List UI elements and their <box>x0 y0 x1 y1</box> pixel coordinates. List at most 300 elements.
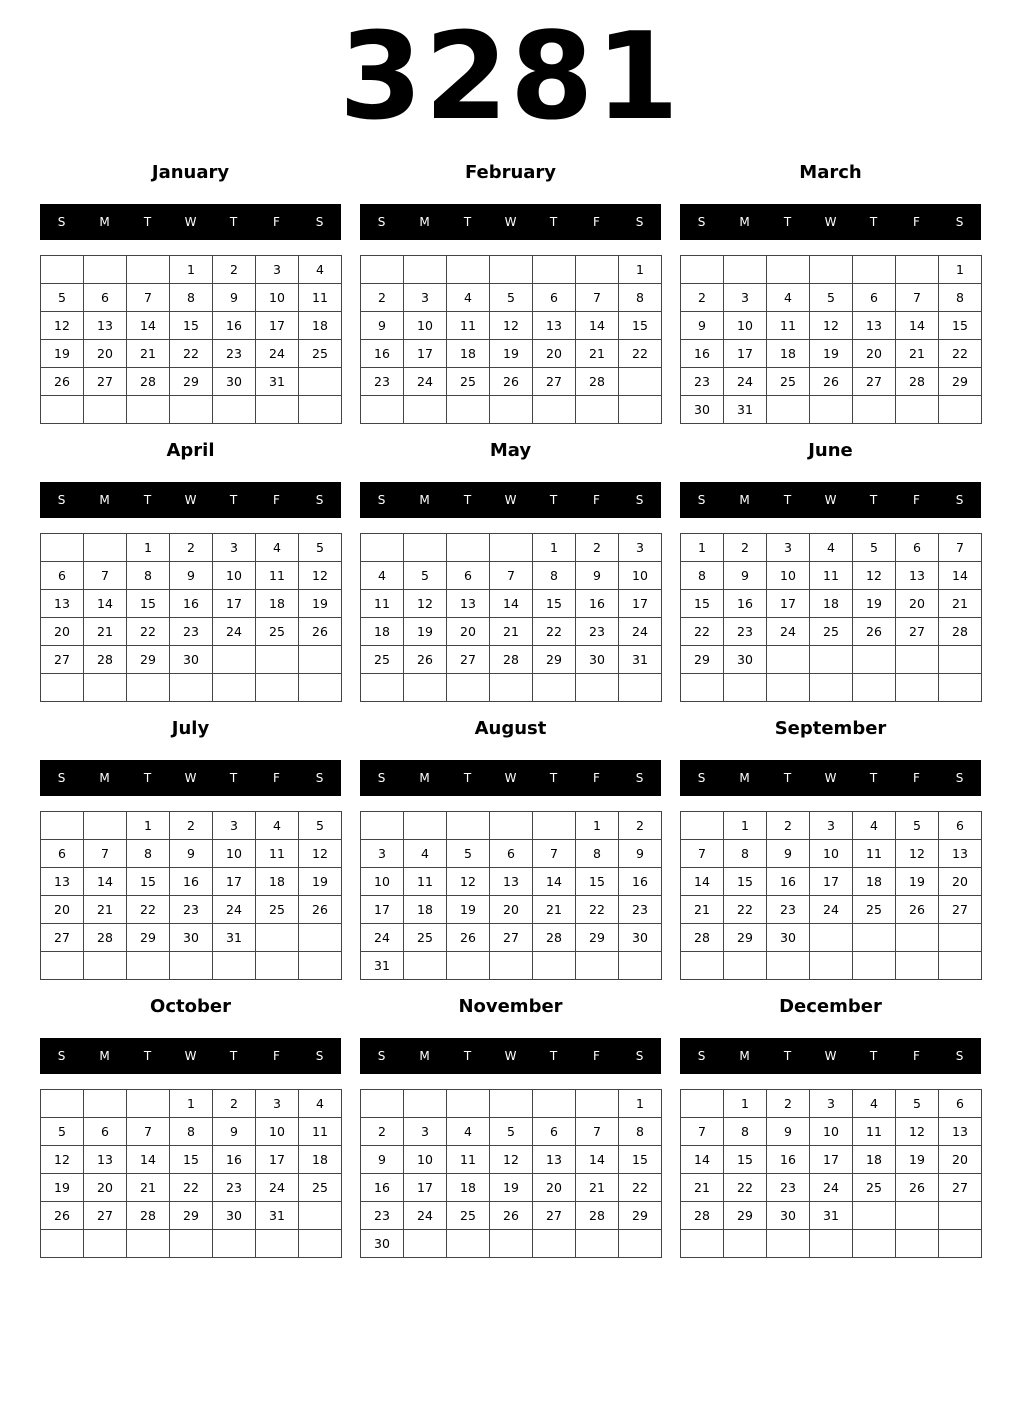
week-row <box>681 896 982 924</box>
day-cell <box>299 368 342 396</box>
day-cell <box>299 1230 342 1258</box>
weekday-label: S <box>955 493 964 507</box>
weekday-label: S <box>635 493 644 507</box>
day-cell: 23 <box>724 618 767 646</box>
day-cell: 22 <box>619 1174 662 1202</box>
week-row <box>361 1174 662 1202</box>
day-cell: 22 <box>127 896 170 924</box>
day-cell: 30 <box>213 368 256 396</box>
day-cell: 12 <box>853 562 896 590</box>
day-cell: 10 <box>724 312 767 340</box>
day-cell: 31 <box>810 1202 853 1230</box>
week-row <box>41 396 342 424</box>
week-row <box>41 590 342 618</box>
day-cell <box>724 952 767 980</box>
day-cell: 23 <box>361 368 404 396</box>
day-cell: 18 <box>299 312 342 340</box>
weekday-label: S <box>315 493 324 507</box>
day-cell: 19 <box>490 340 533 368</box>
day-cell: 14 <box>84 590 127 618</box>
day-cell: 6 <box>533 284 576 312</box>
day-cell <box>127 674 170 702</box>
day-cell <box>853 256 896 284</box>
weekday-label: T <box>229 215 238 229</box>
day-cell: 3 <box>256 1090 299 1118</box>
weekday-header <box>360 760 661 796</box>
day-cell <box>213 952 256 980</box>
day-cell: 19 <box>299 868 342 896</box>
weekday-label: W <box>504 1049 517 1063</box>
day-cell: 18 <box>767 340 810 368</box>
day-cell <box>361 256 404 284</box>
day-cell <box>170 1230 213 1258</box>
day-cell: 1 <box>170 1090 213 1118</box>
day-cell: 28 <box>896 368 939 396</box>
week-row <box>41 312 342 340</box>
day-cell: 25 <box>299 340 342 368</box>
week-row <box>41 618 342 646</box>
day-cell: 11 <box>299 1118 342 1146</box>
day-cell: 8 <box>127 562 170 590</box>
day-cell: 11 <box>256 840 299 868</box>
day-cell <box>84 534 127 562</box>
day-cell: 9 <box>213 1118 256 1146</box>
day-cell <box>810 924 853 952</box>
day-cell: 14 <box>939 562 982 590</box>
day-cell: 11 <box>767 312 810 340</box>
day-cell: 24 <box>213 896 256 924</box>
weekday-header <box>680 482 981 518</box>
day-cell: 22 <box>170 1174 213 1202</box>
day-cell: 1 <box>724 812 767 840</box>
day-cell: 17 <box>724 340 767 368</box>
weekday-label: F <box>273 1049 280 1063</box>
week-row <box>41 646 342 674</box>
day-cell: 18 <box>256 590 299 618</box>
weekday-label: F <box>593 215 600 229</box>
day-cell: 14 <box>127 1146 170 1174</box>
day-cell <box>256 396 299 424</box>
day-cell <box>213 674 256 702</box>
day-cell: 5 <box>41 284 84 312</box>
day-cell: 30 <box>361 1230 404 1258</box>
day-cell <box>576 1230 619 1258</box>
day-cell <box>299 396 342 424</box>
day-cell <box>533 812 576 840</box>
day-cell: 12 <box>299 562 342 590</box>
day-cell <box>853 646 896 674</box>
year-title: 3281 <box>339 8 681 147</box>
day-cell: 8 <box>619 284 662 312</box>
day-cell: 5 <box>41 1118 84 1146</box>
weekday-label: S <box>377 215 386 229</box>
day-cell: 10 <box>256 1118 299 1146</box>
day-cell <box>127 1230 170 1258</box>
day-cell <box>619 952 662 980</box>
day-cell: 20 <box>896 590 939 618</box>
day-cell: 12 <box>490 312 533 340</box>
weekday-label: S <box>315 1049 324 1063</box>
day-grid <box>360 533 662 702</box>
day-cell: 23 <box>361 1202 404 1230</box>
month-name: September <box>774 718 887 739</box>
day-cell <box>767 256 810 284</box>
day-cell: 24 <box>810 896 853 924</box>
day-cell: 4 <box>447 1118 490 1146</box>
month-name: July <box>171 718 210 739</box>
weekday-label: M <box>739 493 750 507</box>
weekday-label: M <box>99 493 110 507</box>
day-cell <box>896 256 939 284</box>
day-grid <box>40 1089 342 1258</box>
day-cell <box>299 924 342 952</box>
day-cell: 19 <box>853 590 896 618</box>
weekday-label: T <box>783 493 792 507</box>
day-cell: 23 <box>681 368 724 396</box>
day-cell: 6 <box>84 1118 127 1146</box>
weekday-header <box>40 1038 341 1074</box>
day-cell: 21 <box>681 1174 724 1202</box>
day-cell: 16 <box>213 312 256 340</box>
day-cell: 1 <box>127 812 170 840</box>
day-cell: 3 <box>810 1090 853 1118</box>
day-cell: 29 <box>576 924 619 952</box>
weekday-label: M <box>99 771 110 785</box>
day-cell <box>896 924 939 952</box>
day-cell: 23 <box>213 340 256 368</box>
weekday-header <box>40 482 341 518</box>
day-cell: 25 <box>853 1174 896 1202</box>
weekday-label: W <box>184 493 197 507</box>
day-cell: 21 <box>490 618 533 646</box>
weekday-label: T <box>549 1049 558 1063</box>
week-row <box>41 284 342 312</box>
day-cell: 14 <box>490 590 533 618</box>
day-cell: 17 <box>810 868 853 896</box>
day-cell: 30 <box>576 646 619 674</box>
day-cell: 5 <box>810 284 853 312</box>
day-cell: 3 <box>619 534 662 562</box>
day-cell: 15 <box>619 1146 662 1174</box>
day-cell: 23 <box>619 896 662 924</box>
week-row <box>361 840 662 868</box>
day-cell: 11 <box>810 562 853 590</box>
day-cell: 18 <box>810 590 853 618</box>
day-cell <box>853 674 896 702</box>
day-cell: 6 <box>490 840 533 868</box>
weekday-label: W <box>824 771 837 785</box>
day-cell: 27 <box>533 368 576 396</box>
day-cell: 28 <box>939 618 982 646</box>
weekday-label: S <box>635 215 644 229</box>
day-cell: 6 <box>41 562 84 590</box>
day-cell <box>853 396 896 424</box>
day-cell <box>41 812 84 840</box>
weekday-label: M <box>419 493 430 507</box>
day-cell: 10 <box>810 1118 853 1146</box>
day-cell: 7 <box>896 284 939 312</box>
weekday-label: T <box>549 215 558 229</box>
day-cell <box>361 1090 404 1118</box>
day-cell: 27 <box>490 924 533 952</box>
weekday-label: S <box>955 771 964 785</box>
day-cell <box>896 952 939 980</box>
day-cell <box>127 396 170 424</box>
day-cell <box>404 534 447 562</box>
weekday-label: T <box>143 1049 152 1063</box>
day-cell: 10 <box>810 840 853 868</box>
month-name: October <box>150 996 231 1017</box>
day-cell: 19 <box>299 590 342 618</box>
day-cell: 22 <box>170 340 213 368</box>
day-cell: 19 <box>41 1174 84 1202</box>
day-cell: 17 <box>361 896 404 924</box>
day-cell: 26 <box>490 1202 533 1230</box>
day-cell: 14 <box>681 868 724 896</box>
day-cell <box>170 952 213 980</box>
day-cell: 27 <box>447 646 490 674</box>
month-name: January <box>151 162 230 183</box>
week-row <box>361 952 662 980</box>
day-cell <box>619 1230 662 1258</box>
day-cell <box>213 646 256 674</box>
day-cell: 17 <box>213 868 256 896</box>
day-cell: 23 <box>767 896 810 924</box>
day-cell: 21 <box>127 1174 170 1202</box>
day-cell <box>447 1230 490 1258</box>
day-cell: 10 <box>361 868 404 896</box>
day-cell: 4 <box>361 562 404 590</box>
week-row <box>681 618 982 646</box>
weekday-label: W <box>504 493 517 507</box>
day-cell: 2 <box>724 534 767 562</box>
weekday-label: M <box>739 771 750 785</box>
day-cell <box>404 1230 447 1258</box>
day-cell <box>447 534 490 562</box>
day-cell: 7 <box>490 562 533 590</box>
weekday-label: T <box>463 215 472 229</box>
day-cell: 26 <box>853 618 896 646</box>
day-cell: 19 <box>896 868 939 896</box>
day-cell: 10 <box>256 284 299 312</box>
day-cell: 26 <box>299 896 342 924</box>
day-cell: 15 <box>724 1146 767 1174</box>
day-cell: 26 <box>447 924 490 952</box>
day-cell: 27 <box>41 924 84 952</box>
day-cell <box>256 952 299 980</box>
day-cell: 1 <box>576 812 619 840</box>
weekday-label: F <box>913 1049 920 1063</box>
day-cell: 2 <box>213 1090 256 1118</box>
month-name: December <box>779 996 882 1017</box>
day-cell <box>170 396 213 424</box>
day-cell: 29 <box>681 646 724 674</box>
day-cell: 28 <box>127 1202 170 1230</box>
day-cell: 9 <box>576 562 619 590</box>
day-cell: 21 <box>939 590 982 618</box>
day-cell <box>84 396 127 424</box>
day-cell <box>939 646 982 674</box>
day-cell: 30 <box>724 646 767 674</box>
day-cell: 6 <box>533 1118 576 1146</box>
day-cell <box>84 1230 127 1258</box>
day-cell: 20 <box>939 868 982 896</box>
day-cell: 29 <box>724 1202 767 1230</box>
day-cell: 3 <box>724 284 767 312</box>
week-row <box>681 256 982 284</box>
day-cell <box>490 674 533 702</box>
day-cell: 13 <box>84 1146 127 1174</box>
day-cell <box>724 1230 767 1258</box>
week-row <box>361 340 662 368</box>
week-row <box>681 368 982 396</box>
day-cell: 4 <box>767 284 810 312</box>
day-cell: 10 <box>213 562 256 590</box>
weekday-label: W <box>824 1049 837 1063</box>
day-cell: 5 <box>853 534 896 562</box>
week-row <box>361 256 662 284</box>
day-cell: 30 <box>619 924 662 952</box>
day-cell: 1 <box>170 256 213 284</box>
day-cell: 16 <box>170 590 213 618</box>
day-cell: 9 <box>170 562 213 590</box>
day-cell: 22 <box>619 340 662 368</box>
day-cell: 24 <box>256 1174 299 1202</box>
day-cell: 9 <box>619 840 662 868</box>
day-cell: 11 <box>404 868 447 896</box>
day-cell: 15 <box>170 312 213 340</box>
day-cell <box>299 646 342 674</box>
day-cell: 13 <box>939 1118 982 1146</box>
day-cell <box>724 256 767 284</box>
day-cell <box>404 256 447 284</box>
day-cell: 28 <box>576 1202 619 1230</box>
day-cell: 24 <box>404 1202 447 1230</box>
weekday-label: S <box>315 215 324 229</box>
day-cell: 17 <box>256 1146 299 1174</box>
day-grid <box>40 811 342 980</box>
day-cell: 10 <box>404 1146 447 1174</box>
weekday-label: S <box>635 771 644 785</box>
weekday-header <box>680 204 981 240</box>
day-cell: 5 <box>299 812 342 840</box>
week-row <box>41 1202 342 1230</box>
day-cell: 7 <box>533 840 576 868</box>
week-row <box>681 1146 982 1174</box>
day-cell: 7 <box>84 840 127 868</box>
day-cell: 12 <box>896 1118 939 1146</box>
weekday-label: W <box>184 215 197 229</box>
day-cell <box>490 396 533 424</box>
day-cell: 8 <box>170 1118 213 1146</box>
day-cell: 18 <box>256 868 299 896</box>
weekday-label: W <box>184 1049 197 1063</box>
day-cell: 4 <box>256 534 299 562</box>
weekday-label: T <box>143 215 152 229</box>
day-cell: 21 <box>681 896 724 924</box>
weekday-label: F <box>593 493 600 507</box>
day-cell <box>619 368 662 396</box>
day-cell: 6 <box>896 534 939 562</box>
week-row <box>681 952 982 980</box>
day-cell: 30 <box>681 396 724 424</box>
day-cell: 29 <box>170 1202 213 1230</box>
day-cell: 13 <box>41 590 84 618</box>
day-cell: 4 <box>853 812 896 840</box>
week-row <box>41 340 342 368</box>
day-cell <box>810 646 853 674</box>
week-row <box>41 256 342 284</box>
day-cell <box>767 396 810 424</box>
day-cell <box>767 1230 810 1258</box>
day-cell: 31 <box>361 952 404 980</box>
day-cell <box>490 1090 533 1118</box>
day-cell: 22 <box>576 896 619 924</box>
day-cell: 23 <box>213 1174 256 1202</box>
day-cell: 30 <box>170 646 213 674</box>
day-cell: 27 <box>896 618 939 646</box>
week-row <box>361 534 662 562</box>
day-cell: 31 <box>619 646 662 674</box>
day-cell: 23 <box>576 618 619 646</box>
day-cell: 19 <box>810 340 853 368</box>
day-cell <box>576 952 619 980</box>
day-cell: 20 <box>41 618 84 646</box>
day-cell: 19 <box>41 340 84 368</box>
day-cell: 26 <box>896 1174 939 1202</box>
day-cell: 14 <box>84 868 127 896</box>
day-cell <box>84 256 127 284</box>
day-grid <box>360 255 662 424</box>
day-cell: 31 <box>256 1202 299 1230</box>
day-cell: 1 <box>533 534 576 562</box>
day-cell: 28 <box>576 368 619 396</box>
day-cell: 8 <box>127 840 170 868</box>
day-cell <box>490 534 533 562</box>
day-cell: 19 <box>896 1146 939 1174</box>
day-cell: 28 <box>490 646 533 674</box>
day-cell: 16 <box>170 868 213 896</box>
day-cell <box>447 396 490 424</box>
day-cell: 9 <box>361 1146 404 1174</box>
weekday-label: T <box>783 771 792 785</box>
day-cell <box>299 952 342 980</box>
week-row <box>361 284 662 312</box>
day-cell <box>84 952 127 980</box>
day-grid <box>40 533 342 702</box>
day-cell <box>681 256 724 284</box>
day-cell <box>767 674 810 702</box>
day-cell: 15 <box>724 868 767 896</box>
day-cell: 15 <box>127 868 170 896</box>
week-row <box>681 284 982 312</box>
day-cell: 21 <box>84 618 127 646</box>
day-cell: 11 <box>361 590 404 618</box>
day-cell: 18 <box>853 1146 896 1174</box>
weekday-label: F <box>913 493 920 507</box>
week-row <box>681 1174 982 1202</box>
day-cell: 5 <box>299 534 342 562</box>
month-name: June <box>808 440 853 461</box>
day-cell: 23 <box>170 896 213 924</box>
day-cell: 21 <box>576 340 619 368</box>
day-cell: 30 <box>767 924 810 952</box>
day-cell <box>939 1202 982 1230</box>
day-cell: 9 <box>170 840 213 868</box>
day-cell: 16 <box>724 590 767 618</box>
day-cell <box>576 396 619 424</box>
weekday-label: W <box>824 493 837 507</box>
